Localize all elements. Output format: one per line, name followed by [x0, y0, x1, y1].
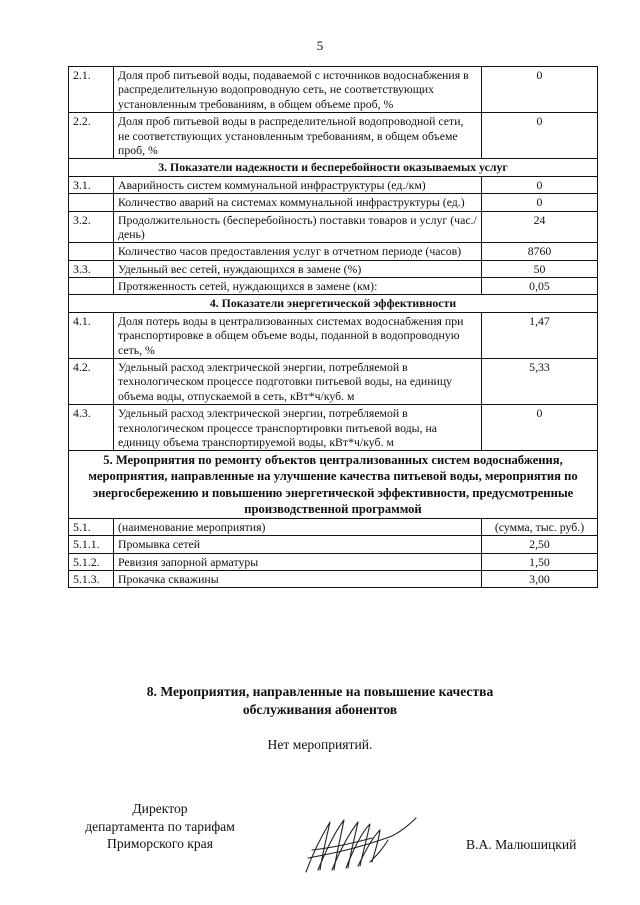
row-value: 50 — [482, 260, 598, 277]
table-row — [69, 359, 598, 405]
table-row — [69, 243, 598, 260]
row-text: Удельный вес сетей, нуждающихся в замене (%) — [114, 260, 482, 277]
row-value: 0 — [482, 176, 598, 193]
row-number — [69, 243, 114, 260]
row-number: 2.1. — [69, 67, 114, 113]
row-value: 0 — [482, 405, 598, 451]
row-number: 5.1.2. — [69, 553, 114, 570]
section-3-title: 3. Показатели надежности и бесперебойности оказываемых услуг — [69, 159, 598, 176]
row-text: Доля проб питьевой воды, подаваемой с источников водоснабжения в распределительную водопроводную сеть, не соответствующих установленным требованиям, в общем объеме проб, % — [114, 67, 482, 113]
section-header-row — [69, 451, 598, 518]
table-row — [69, 553, 598, 570]
row-value: 5,33 — [482, 359, 598, 405]
table-row — [69, 176, 598, 193]
row-number: 5.1. — [69, 518, 114, 535]
table-row — [69, 536, 598, 553]
row-value: 0 — [482, 113, 598, 159]
director-title — [62, 800, 258, 853]
column-header-name: (наименование мероприятия) — [114, 518, 482, 535]
no-activities-text: Нет мероприятий. — [267, 737, 373, 752]
row-number: 3.1. — [69, 176, 114, 193]
row-number: 2.2. — [69, 113, 114, 159]
page-number: 5 — [316, 38, 324, 53]
table-row — [69, 570, 598, 587]
section-8-title-line2: обслуживания абонентов — [242, 701, 398, 717]
row-number — [69, 194, 114, 211]
row-text: Прокачка скважины — [114, 570, 482, 587]
row-number: 4.2. — [69, 359, 114, 405]
table-row — [69, 113, 598, 159]
row-value: 8760 — [482, 243, 598, 260]
row-value: 0,05 — [482, 278, 598, 295]
handwritten-signature — [300, 810, 420, 880]
section-4-title: 4. Показатели энергетической эффективности — [69, 295, 598, 312]
row-number: 4.1. — [69, 312, 114, 358]
row-number: 3.3. — [69, 260, 114, 277]
table-row — [69, 67, 598, 113]
row-text: Продолжительность (бесперебойность) поставки товаров и услуг (час./день) — [114, 211, 482, 243]
row-text: Удельный расход электрической энергии, потребляемой в технологическом процессе подготовки питьевой воды, на единицу объема воды, отпускаемой в сеть, кВт*ч/куб. м — [114, 359, 482, 405]
row-value: 1,47 — [482, 312, 598, 358]
table-row — [69, 312, 598, 358]
row-value: 0 — [482, 194, 598, 211]
row-value: 1,50 — [482, 553, 598, 570]
section-5-title: 5. Мероприятия по ремонту объектов централизованных систем водоснабжения, мероприятия, направленные на улучшение качества питьевой воды, мероприятия по энергосбережению и повышению энергетической эффективности, предусмотренные производственной программой — [69, 451, 598, 518]
row-value: 2,50 — [482, 536, 598, 553]
row-text: Ревизия запорной арматуры — [114, 553, 482, 570]
row-text: Удельный расход электрической энергии, потребляемой в технологическом процессе транспортировки питьевой воды, на единицу объема транспортируемой воды, кВт*ч/куб. м — [114, 405, 482, 451]
column-header-amount: (сумма, тыс. руб.) — [482, 518, 598, 535]
department-line: департамента по тарифам — [85, 818, 235, 834]
row-number — [69, 278, 114, 295]
section-8-title — [0, 683, 640, 718]
row-value: 3,00 — [482, 570, 598, 587]
section-header-row — [69, 159, 598, 176]
table-row — [69, 194, 598, 211]
table-row — [69, 405, 598, 451]
row-text: Протяженность сетей, нуждающихся в замене (км): — [114, 278, 482, 295]
row-text: Промывка сетей — [114, 536, 482, 553]
row-text: Количество аварий на системах коммунальной инфраструктуры (ед.) — [114, 194, 482, 211]
row-value: 24 — [482, 211, 598, 243]
row-number: 3.2. — [69, 211, 114, 243]
table-row — [69, 260, 598, 277]
signer-name: В.А. Малюшицкий — [466, 837, 577, 852]
row-value: 0 — [482, 67, 598, 113]
table-row — [69, 211, 598, 243]
indicators-table — [68, 66, 598, 588]
table-row — [69, 278, 598, 295]
row-number: 5.1.1. — [69, 536, 114, 553]
row-text: Аварийность систем коммунальной инфраструктуры (ед./км) — [114, 176, 482, 193]
row-text: Количество часов предоставления услуг в отчетном периоде (часов) — [114, 243, 482, 260]
row-number: 4.3. — [69, 405, 114, 451]
row-text: Доля потерь воды в централизованных системах водоснабжения при транспортировке в общем объеме воды, поданной в водопроводную сеть, % — [114, 312, 482, 358]
region-line: Приморского края — [107, 836, 213, 852]
section-header-row — [69, 295, 598, 312]
director-line: Директор — [132, 801, 188, 816]
section-8-title-line1: 8. Мероприятия, направленные на повышение качества — [146, 684, 494, 699]
row-number: 5.1.3. — [69, 570, 114, 587]
table-header-row — [69, 518, 598, 535]
row-text: Доля проб питьевой воды в распределительной водопроводной сети, не соответствующих установленным требованиям, в общем объеме проб, % — [114, 113, 482, 159]
